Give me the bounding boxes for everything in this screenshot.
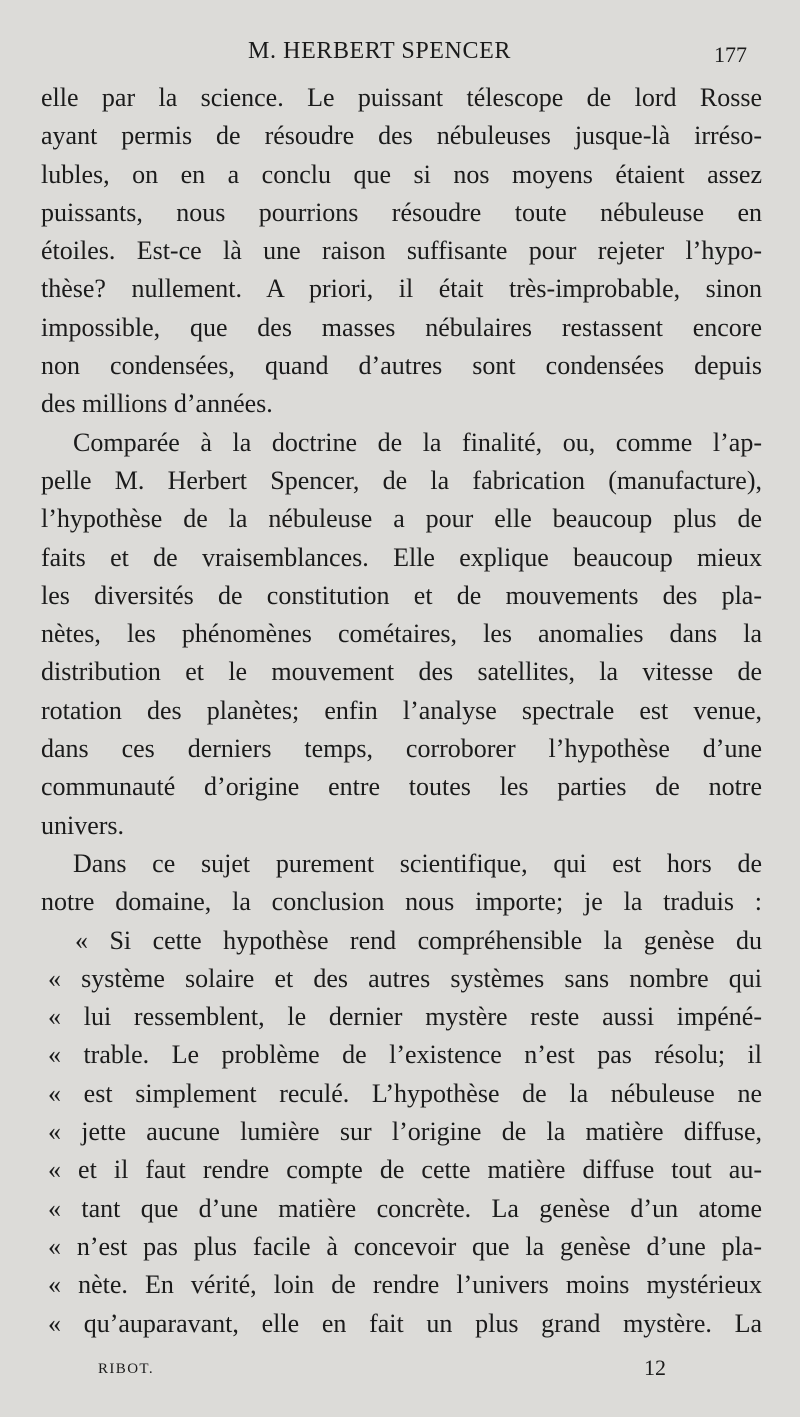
text-line: « jette aucune lumière sur l’origine de la matière diffuse,	[48, 1117, 762, 1147]
text-line: l’hypothèse de la nébuleuse a pour elle beaucoup plus de	[41, 504, 762, 534]
text-line: non condensées, quand d’autres sont condensées depuis	[41, 351, 762, 381]
page-footer	[0, 1355, 800, 1385]
text-line: notre domaine, la conclusion nous importe; je la traduis :	[41, 887, 762, 917]
text-line: « lui ressemblent, le dernier mystère reste aussi impéné-	[48, 1002, 762, 1032]
running-title: M. HERBERT SPENCER	[248, 38, 511, 64]
printer-signature: RIBOT.	[98, 1361, 155, 1377]
body-text	[41, 79, 762, 1343]
text-line: « est simplement reculé. L’hypothèse de la nébuleuse ne	[48, 1078, 762, 1108]
text-line: Comparée à la doctrine de la finalité, ou, comme l’ap-	[73, 427, 762, 457]
text-line: ayant permis de résoudre des nébuleuses jusque-là irréso-	[41, 121, 762, 151]
text-line: impossible, que des masses nébulaires restassent encore	[41, 312, 762, 342]
text-line: nètes, les phénomènes cométaires, les anomalies dans la	[41, 619, 762, 649]
text-line: puissants, nous pourrions résoudre toute nébuleuse en	[41, 197, 762, 227]
text-line: communauté d’origine entre toutes les parties de notre	[41, 772, 762, 802]
text-line: « système solaire et des autres systèmes sans nombre qui	[48, 963, 762, 993]
text-line: lubles, on en a conclu que si nos moyens étaient assez	[41, 159, 762, 189]
text-line: des millions d’années.	[41, 389, 273, 419]
text-line: rotation des planètes; enfin l’analyse spectrale est venue,	[41, 695, 762, 725]
running-head	[0, 38, 800, 72]
text-line: les diversités de constitution et de mouvements des pla-	[41, 580, 762, 610]
sheet-number: 12	[644, 1355, 666, 1380]
text-line: « nète. En vérité, loin de rendre l’univers moins mystérieux	[48, 1270, 762, 1300]
text-line: « tant que d’une matière concrète. La genèse d’un atome	[48, 1193, 762, 1223]
text-line: « qu’auparavant, elle en fait un plus grand mystère. La	[48, 1308, 762, 1338]
text-line: « Si cette hypothèse rend compréhensible la genèse du	[75, 925, 762, 955]
text-line: thèse? nullement. A priori, il était très-improbable, sinon	[41, 274, 762, 304]
text-line: étoiles. Est-ce là une raison suffisante pour rejeter l’hypo-	[41, 236, 762, 266]
page-number: 177	[714, 42, 747, 67]
text-line: dans ces derniers temps, corroborer l’hypothèse d’une	[41, 734, 762, 764]
text-line: « trable. Le problème de l’existence n’est pas résolu; il	[48, 1040, 762, 1070]
text-line: « n’est pas plus facile à concevoir que la genèse d’une pla-	[48, 1231, 762, 1261]
text-line: univers.	[41, 810, 125, 840]
text-line: elle par la science. Le puissant télescope de lord Rosse	[41, 83, 762, 112]
text-line: Dans ce sujet purement scientifique, qui est hors de	[73, 848, 762, 878]
text-line: « et il faut rendre compte de cette matière diffuse tout au-	[48, 1155, 762, 1185]
text-line: faits et de vraisemblances. Elle explique beaucoup mieux	[41, 542, 762, 572]
text-line: distribution et le mouvement des satellites, la vitesse de	[41, 657, 762, 687]
text-line: pelle M. Herbert Spencer, de la fabrication (manufacture),	[41, 465, 762, 495]
